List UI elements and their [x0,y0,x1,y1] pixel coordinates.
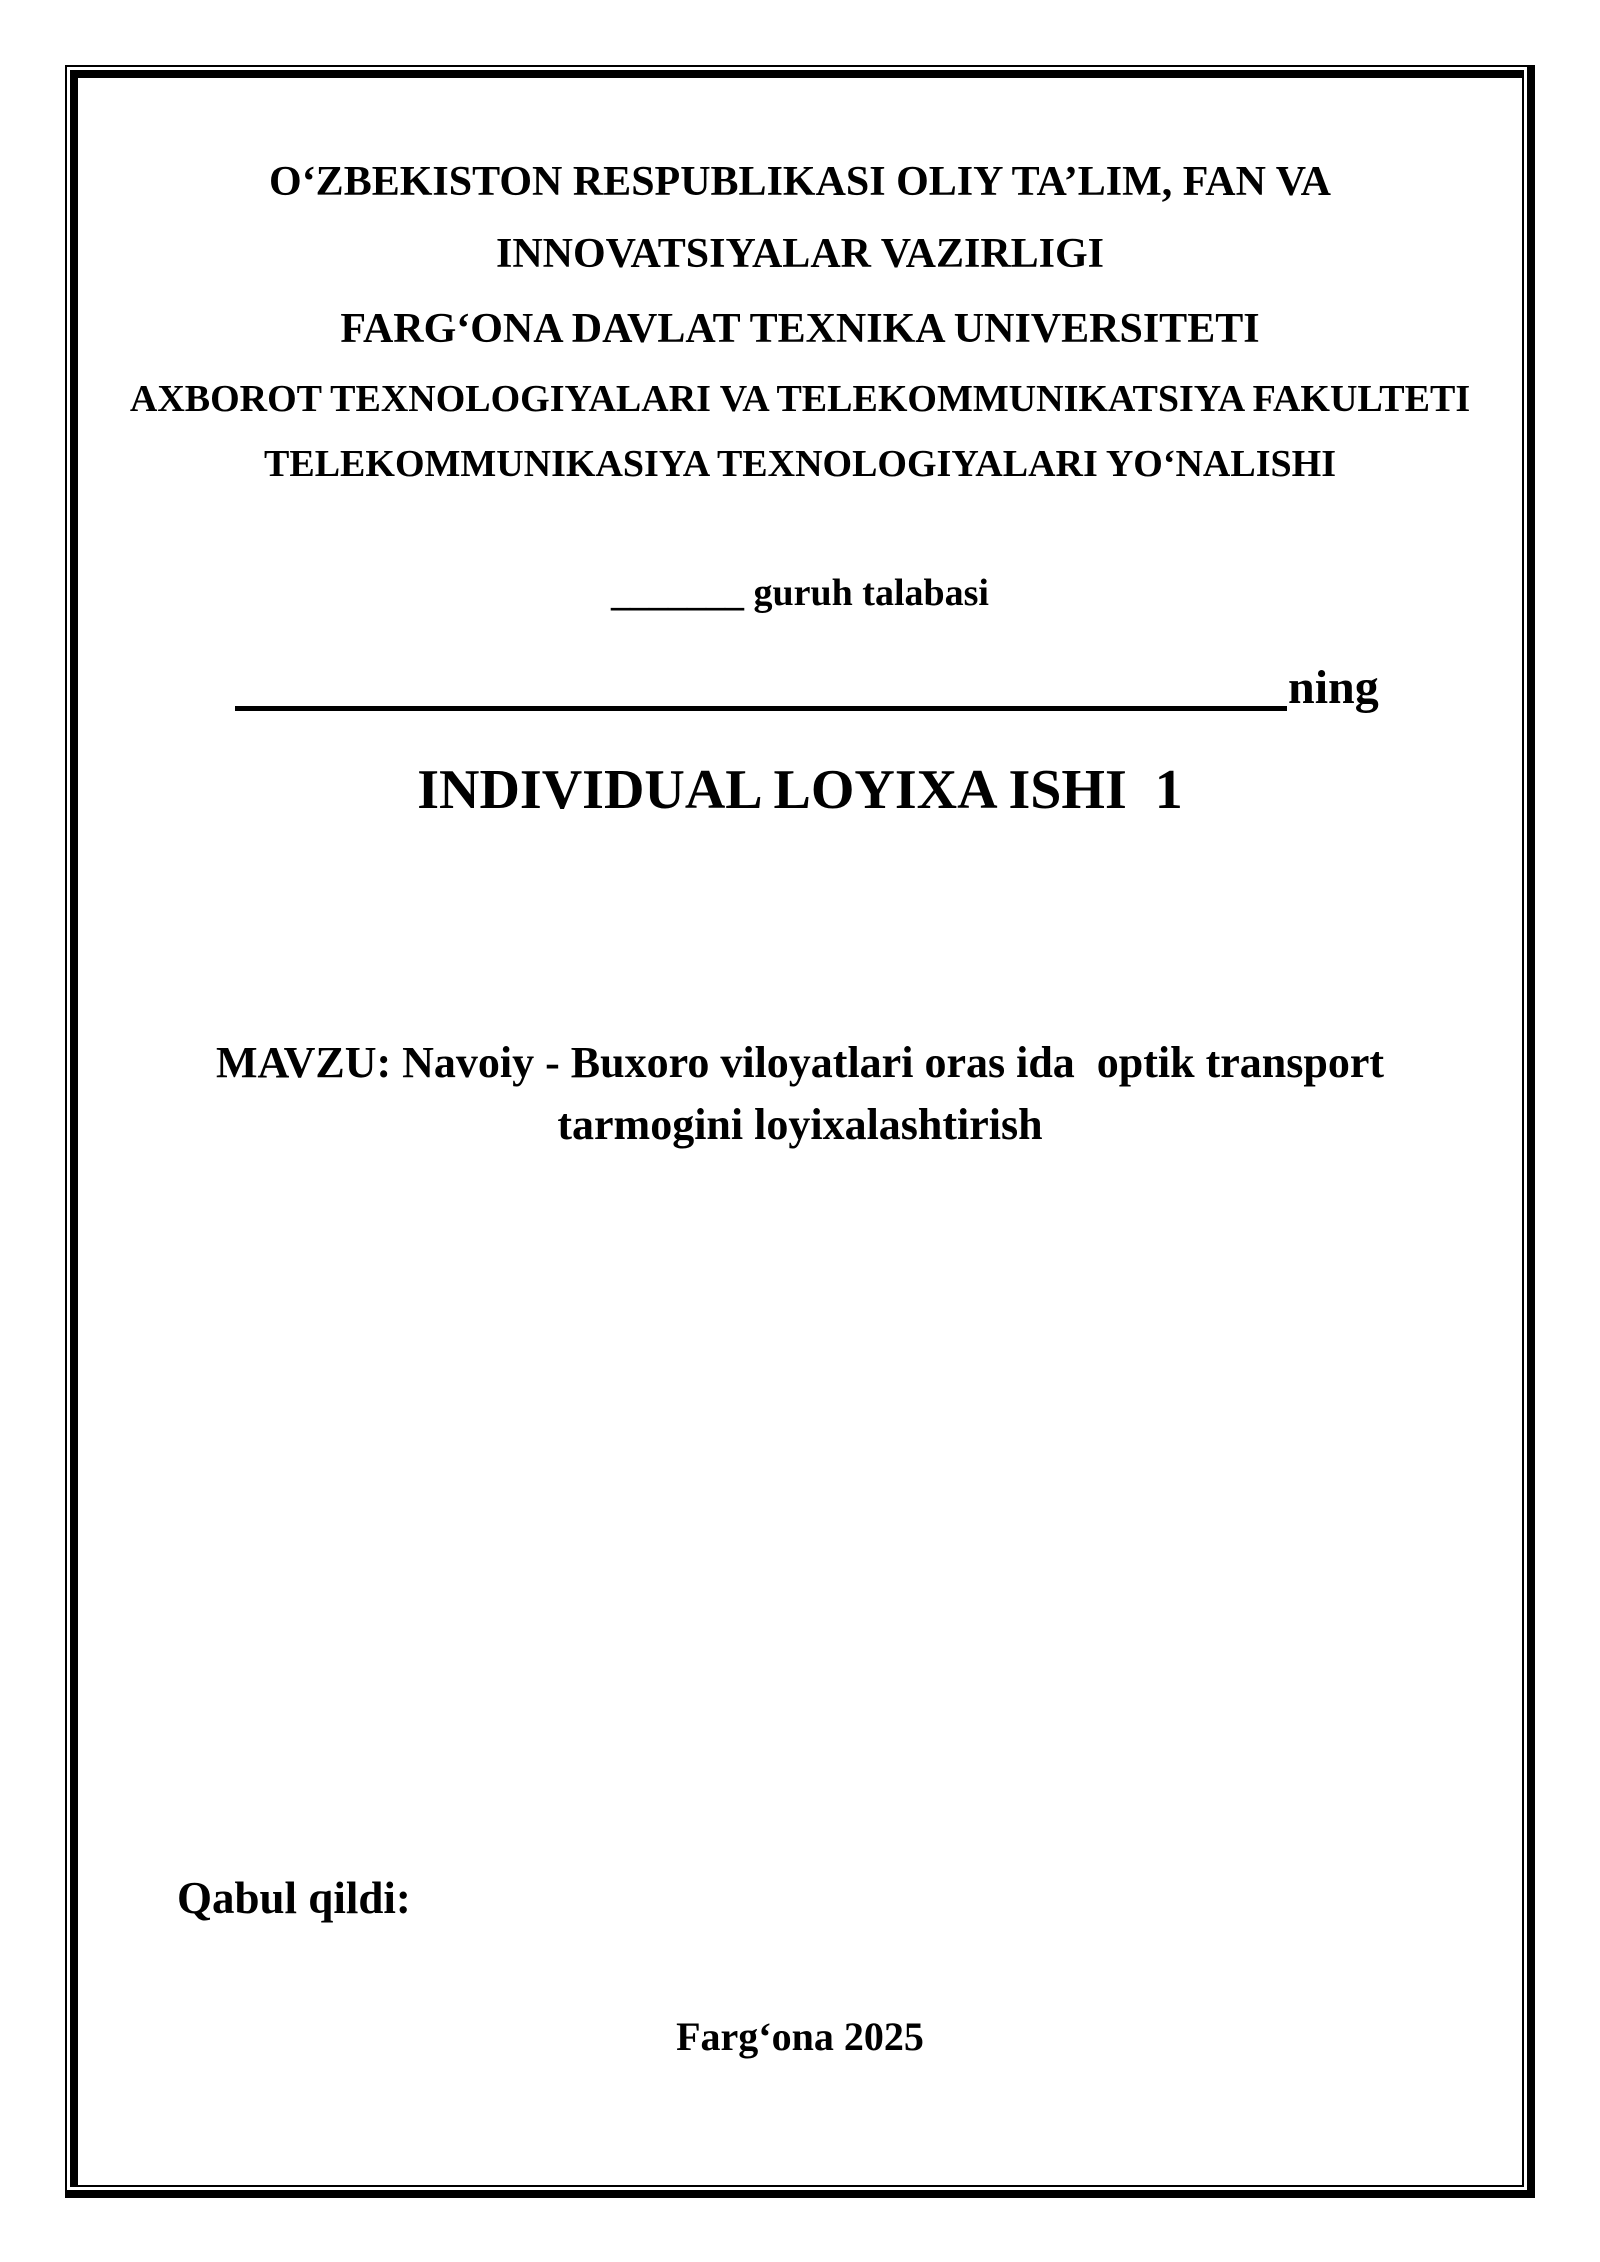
document-title: INDIVIDUAL LOYIXA ISHI 1 [417,759,1183,821]
header-ministry-line-2: INNOVATSIYALAR VAZIRLIGI [495,231,1105,277]
header-direction-name: TELEKOMMUNIKASIYA TEXNOLOGIYALARI YO‘NALISHI [264,443,1336,485]
city-year-label: Farg‘ona 2025 [676,2014,924,2059]
header-ministry-line-1: O‘ZBEKISTON RESPUBLIKASI OLIY TA’LIM, FAN VA [269,159,1331,205]
topic-line-2: tarmogini loyixalashtirish [557,1100,1043,1149]
header-university-name: FARG‘ONA DAVLAT TEXNIKA UNIVERSITETI [340,306,1260,352]
student-group-line: _______ guruh talabasi [611,572,989,614]
student-name-suffix: ning [1288,661,1379,714]
student-name-blank-line [235,706,1287,711]
header-faculty-name: AXBOROT TEXNOLOGIYALARI VA TELEKOMMUNIKATSIYA FAKULTETI [129,378,1471,420]
accepted-by-label: Qabul qildi: [177,1873,411,1923]
topic-line-1: MAVZU: Navoiy - Buxoro viloyatlari oras ida optik transport [215,1038,1385,1087]
